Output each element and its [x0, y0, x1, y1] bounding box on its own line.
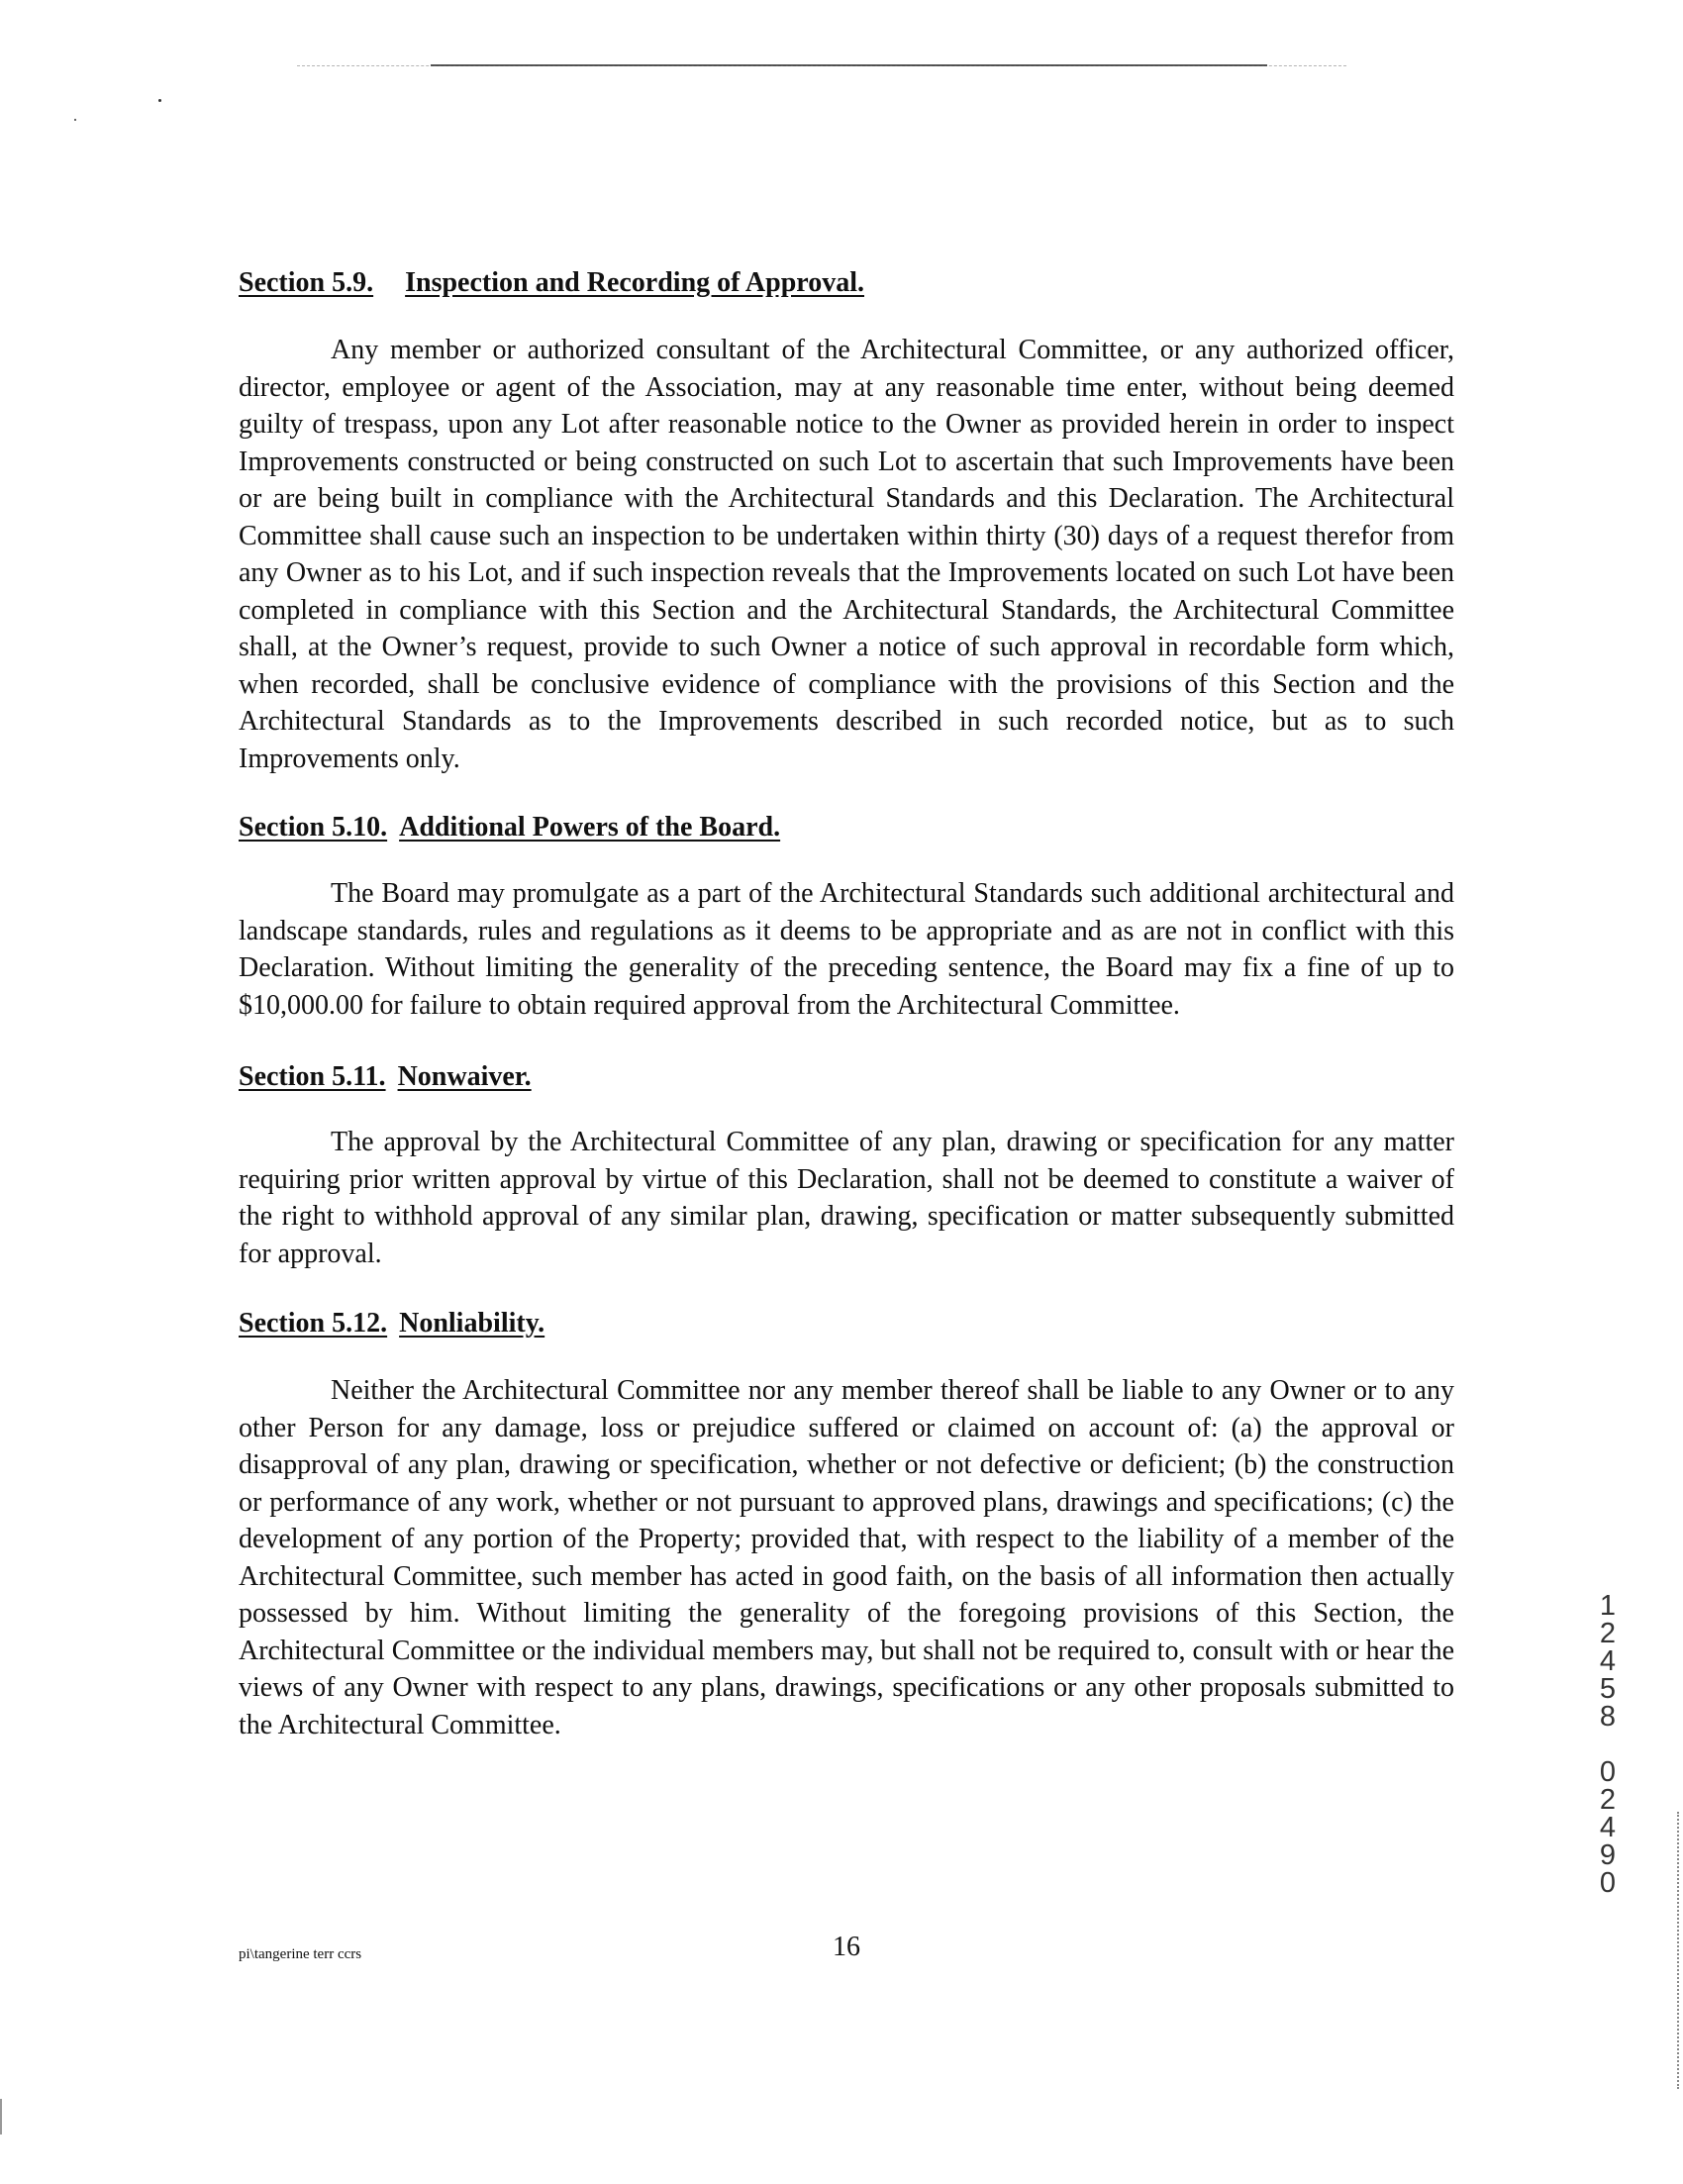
- section-heading: [239, 810, 1454, 845]
- section-number: Section 5.12.: [239, 1308, 388, 1339]
- section-paragraph: Neither the Architectural Committee nor any member thereof shall be liable to any Owner or to any other Person for any damage, loss or prejudice suffered or claimed on account of: (a) the approval or disapproval of any plan, drawing or specification, whether or not defective or deficient; (b) the construction or performance of any work, whether or not pursuant to approved plans, drawings and specifications; (c) the development of any portion of the Property; provided that, with respect to the liability of a member of the Architectural Committee, such member has acted in good faith, on the basis of all information then actually possessed by him. Without limiting the generality of the foregoing provisions of this Section, the Architectural Committee or the individual members may, but shall not be required to, consult with or hear the views of any Owner with respect to any plans, drawings, specifications or any other proposals submitted to the Architectural Committee.: [239, 1375, 1454, 1740]
- recording-digit: 0: [1599, 1867, 1617, 1899]
- section-heading: [239, 1059, 1454, 1095]
- recording-digit: 2: [1599, 1784, 1617, 1816]
- recording-digit: 2: [1599, 1618, 1617, 1649]
- section-title: Nonliability.: [399, 1308, 545, 1339]
- margin-recording-number: [1590, 1592, 1626, 1897]
- recording-digit: 0: [1599, 1756, 1617, 1788]
- section-paragraph: Any member or authorized consultant of the Architectural Committee, or any authorized officer, director, employee or agent of the Association, may at any reasonable time enter, without being deemed guilty of trespass, upon any Lot after reasonable notice to the Owner as provided herein in order to inspect Improvements constructed or being constructed on such Lot to ascertain that such Improvements have been or are being built in compliance with the Architectural Standards and this Declaration. The Architectural Committee shall cause such an inspection to be undertaken within thirty (30) days of a request therefor from any Owner as to his Lot, and if such inspection reveals that the Improvements located on such Lot have been completed in compliance with this Section and the Architectural Standards, the Architectural Committee shall, at the Owner’s request, provide to such Owner a notice of such approval in recordable form which, when recorded, shall be conclusive evidence of compliance with the provisions of this Section and the Architectural Standards as to the Improvements described in such recorded notice, but as to such Improvements only.: [239, 335, 1454, 774]
- section-title: Nonwaiver.: [397, 1061, 532, 1092]
- recording-digit: 8: [1599, 1701, 1617, 1733]
- section-heading: [239, 1306, 1454, 1341]
- page-number: 16: [833, 1932, 860, 1962]
- section-number: Section 5.9.: [239, 267, 374, 298]
- document-body: [239, 265, 1454, 1743]
- section-paragraph: The Board may promulgate as a part of the Architectural Standards such additional architectural and landscape standards, rules and regulations as it deems to be appropriate and as are not in conflict with this Declaration. Without limiting the generality of the preceding sentence, the Board may fix a fine of up to $10,000.00 for failure to obtain required approval from the Architectural Committee.: [239, 878, 1454, 1021]
- scan-speck: [74, 119, 76, 121]
- scan-speck: [158, 99, 161, 102]
- recording-digit: 4: [1599, 1645, 1617, 1677]
- scan-edge-artifact: [0, 2099, 6, 2134]
- recording-digit: 1: [1599, 1590, 1617, 1622]
- section-number: Section 5.11.: [239, 1061, 386, 1092]
- scan-artifact-line: [431, 64, 1267, 66]
- recording-digit: 9: [1599, 1839, 1617, 1871]
- footer-file-label: pi\tangerine terr ccrs: [239, 1946, 362, 1962]
- section-number: Section 5.10.: [239, 812, 388, 843]
- section-heading: [239, 265, 1454, 301]
- recording-digit: 4: [1599, 1812, 1617, 1843]
- section-title: Additional Powers of the Board.: [399, 812, 781, 843]
- scan-edge-artifact: [1677, 1812, 1683, 2089]
- recording-digit: 5: [1599, 1673, 1617, 1705]
- recording-space: [1590, 1731, 1626, 1758]
- section-paragraph: The approval by the Architectural Committee of any plan, drawing or specification for any matter requiring prior written approval by virtue of this Declaration, shall not be deemed to constitute a waiver of the right to withhold approval of any similar plan, drawing, specification or matter subsequently submitted for approval.: [239, 1127, 1454, 1269]
- section-title: Inspection and Recording of Approval.: [405, 267, 864, 298]
